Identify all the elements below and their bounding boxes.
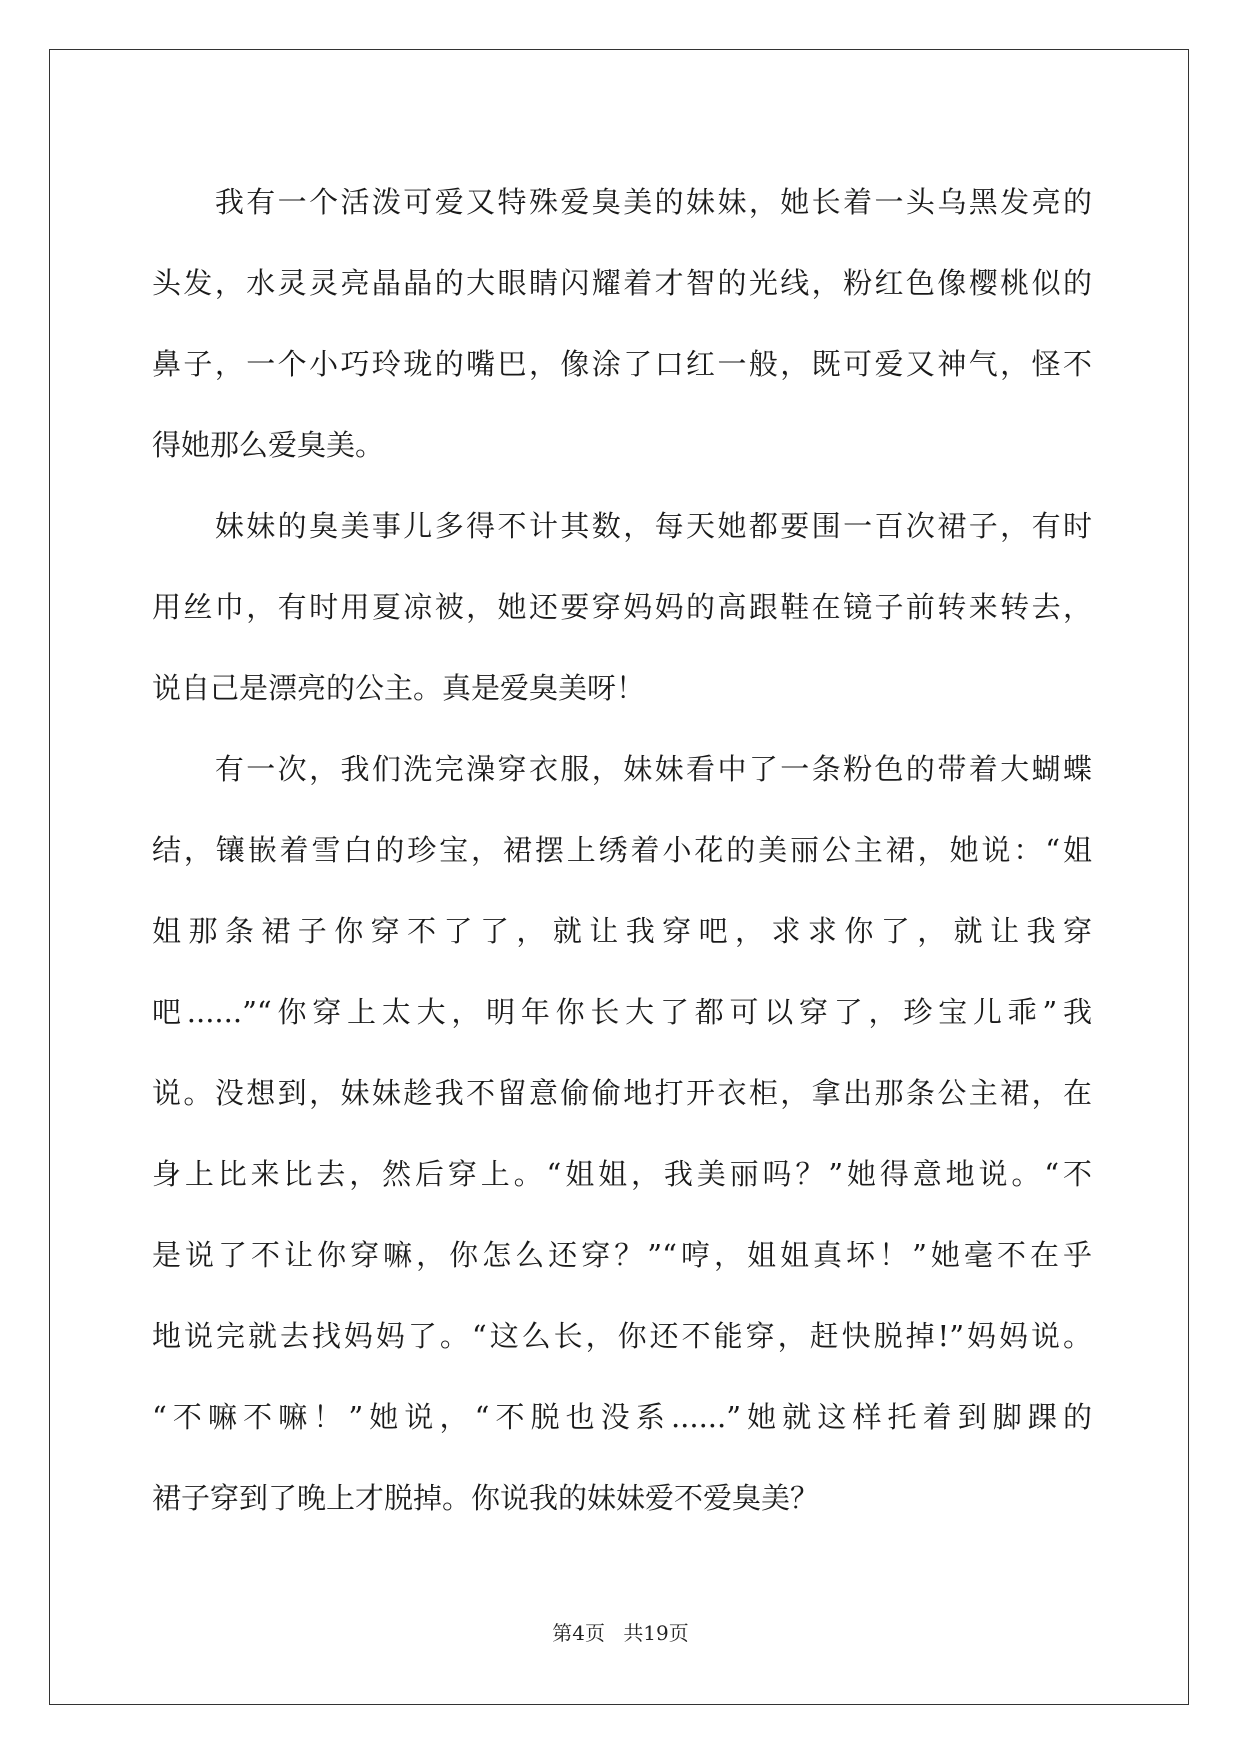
text-line: 妹妹的臭美事儿多得不计其数，每天她都要围一百次裙子，有时 xyxy=(152,509,1092,543)
text-line: 姐那条裙子你穿不了了，就让我穿吧，求求你了，就让我穿 xyxy=(152,914,1092,948)
text-line: 头发，水灵灵亮晶晶的大眼睛闪耀着才智的光线，粉红色像樱桃似的 xyxy=(152,266,1092,300)
text-line: 说自己是漂亮的公主。真是爱臭美呀！ xyxy=(152,671,646,705)
text-line: 用丝巾，有时用夏凉被，她还要穿妈妈的高跟鞋在镜子前转来转去， xyxy=(152,590,1092,624)
text-line: 说。没想到，妹妹趁我不留意偷偷地打开衣柜，拿出那条公主裙，在 xyxy=(152,1076,1092,1110)
text-line: 身上比来比去，然后穿上。“姐姐，我美丽吗？”她得意地说。“不 xyxy=(152,1157,1092,1191)
text-line: 地说完就去找妈妈了。“这么长，你还不能穿，赶快脱掉!”妈妈说。 xyxy=(152,1319,1092,1353)
text-line: 我有一个活泼可爱又特殊爱臭美的妹妹，她长着一头乌黑发亮的 xyxy=(152,185,1092,219)
page-total: 共19页 xyxy=(623,1621,689,1645)
text-line: “不嘛不嘛！”她说，“不脱也没系......”她就这样托着到脚踝的 xyxy=(152,1400,1092,1434)
text-line: 鼻子，一个小巧玲珑的嘴巴，像涂了口红一般，既可爱又神气，怪不 xyxy=(152,347,1092,381)
text-line: 裙子穿到了晚上才脱掉。你说我的妹妹爱不爱臭美？ xyxy=(152,1481,820,1515)
text-line: 有一次，我们洗完澡穿衣服，妹妹看中了一条粉色的带着大蝴蝶 xyxy=(152,752,1092,786)
text-line: 吧......”“你穿上太大，明年你长大了都可以穿了，珍宝儿乖”我 xyxy=(152,995,1092,1029)
document-body xyxy=(152,162,1092,1539)
page-number: 第4页 xyxy=(552,1621,605,1645)
text-line: 得她那么爱臭美。 xyxy=(152,428,385,462)
text-line: 结，镶嵌着雪白的珍宝，裙摆上绣着小花的美丽公主裙，她说：“姐 xyxy=(152,833,1092,867)
page-footer xyxy=(0,1617,1241,1646)
text-line: 是说了不让你穿嘛，你怎么还穿？”“哼，姐姐真坏！”她毫不在乎 xyxy=(152,1238,1092,1272)
